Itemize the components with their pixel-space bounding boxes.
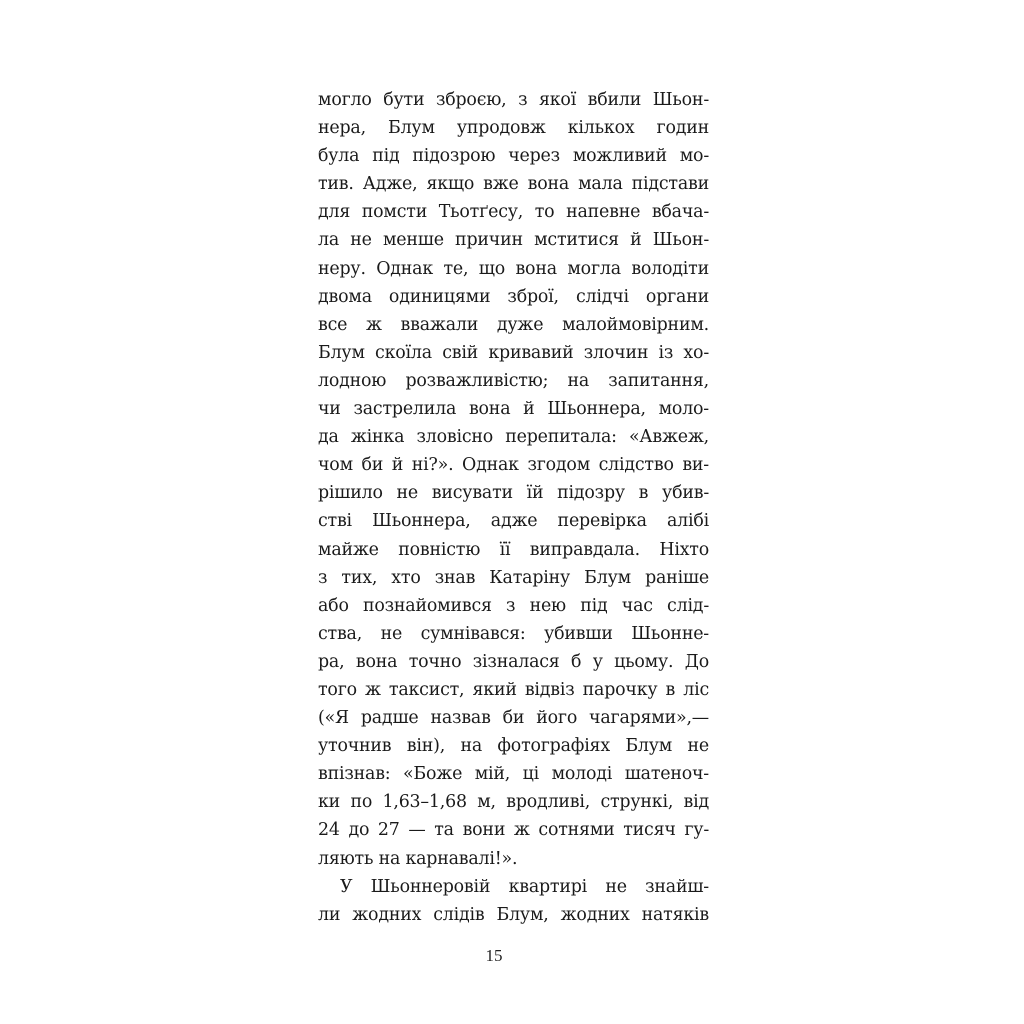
text-line: ляють на карнавалі!». bbox=[318, 848, 518, 869]
text-line: чом би й ні?». Однак згодом слідство ви- bbox=[318, 455, 709, 476]
text-line: могло бути зброєю, з якої вбили Шьон- bbox=[318, 90, 709, 110]
text-line: для помсти Тьотґесу, то напевне вбача- bbox=[318, 202, 709, 223]
text-line: чи застрелила вона й Шьоннера, моло- bbox=[318, 399, 709, 420]
text-line: тив. Адже, якщо вже вона мала підстави bbox=[318, 174, 709, 195]
text-line: стві Шьоннера, адже перевірка алібі bbox=[318, 511, 709, 532]
text-line: того ж таксист, який відвіз парочку в ліс bbox=[318, 679, 709, 700]
text-line: майже повністю її виправдала. Ніхто bbox=[318, 539, 709, 560]
text-line: або познайомився з нею під час слід- bbox=[318, 595, 709, 616]
text-line: У Шьоннеровій квартирі не знайш- bbox=[340, 876, 709, 897]
text-line: ства, не сумнівався: убивши Шьонне- bbox=[318, 623, 709, 644]
text-line: лодною розважливістю; на запитання, bbox=[318, 370, 709, 391]
text-line: двома одиницями зброї, слідчі органи bbox=[318, 286, 709, 307]
text-line: впізнав: «Боже мій, ці молоді шатеноч- bbox=[318, 764, 709, 785]
text-line: да жінка зловісно перепитала: «Авжеж, bbox=[318, 427, 709, 448]
text-line: («Я радше назвав би його чагарями»,— bbox=[318, 708, 709, 729]
text-line: все ж вважали дуже малоймовірним. bbox=[318, 314, 709, 335]
text-line: рішило не висувати їй підозру в убив- bbox=[318, 483, 709, 504]
text-line: нера, Блум упродовж кількох годин bbox=[318, 118, 709, 139]
text-line: ли жодних слідів Блум, жодних натяків bbox=[318, 904, 709, 925]
text-line: ки по 1,63–1,68 м, вродливі, стрункі, від bbox=[318, 792, 709, 813]
body-text bbox=[318, 86, 709, 929]
text-line: 24 до 27 — та вони ж сотнями тисяч гу- bbox=[318, 820, 709, 841]
text-line: ла не менше причин мститися й Шьон- bbox=[318, 230, 709, 251]
text-line: Блум скоїла свій кривавий злочин із хо- bbox=[318, 342, 709, 363]
text-line: неру. Однак те, що вона могла володіти bbox=[318, 258, 709, 279]
text-line: з тих, хто знав Катаріну Блум раніше bbox=[318, 567, 709, 588]
text-line: була під підозрою через можливий мо- bbox=[318, 146, 709, 167]
page-number: 15 bbox=[485, 946, 503, 965]
text-line: уточнив він), на фотографіях Блум не bbox=[318, 736, 709, 757]
text-line: ра, вона точно зізналася б у цьому. До bbox=[318, 651, 709, 672]
